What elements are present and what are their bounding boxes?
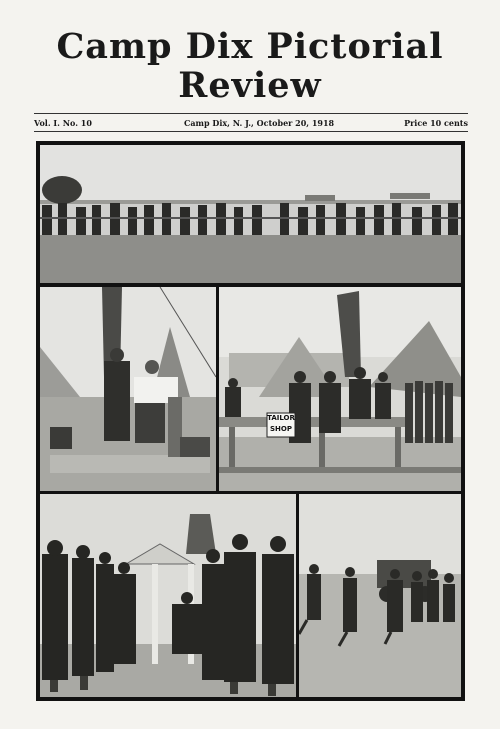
dateline: Camp Dix, N. J., October 20, 1918: [184, 118, 335, 128]
photo-soldiers-group: [40, 494, 296, 697]
photo-collage: [36, 141, 465, 701]
tailor-sign-line1: TAILOR: [267, 414, 295, 422]
bottom-rule: [34, 131, 468, 132]
masthead-title-line2: Review: [178, 65, 322, 106]
volume-number: Vol. I. No. 10: [34, 118, 92, 128]
masthead-title-line1: Camp Dix Pictorial: [56, 26, 444, 67]
price: Price 10 cents: [404, 118, 468, 128]
photo-tailor-shop: [219, 287, 461, 491]
masthead: [0, 28, 500, 106]
photo-soldiers-drill: [299, 494, 461, 697]
photo-soldiers-exercise-line: [40, 145, 461, 283]
tailor-shop-sign: [267, 413, 295, 437]
top-rule: [34, 113, 468, 114]
tailor-sign-line2: SHOP: [270, 425, 292, 433]
issue-info-bar: [34, 117, 468, 130]
photo-barber-tent: [40, 287, 216, 491]
